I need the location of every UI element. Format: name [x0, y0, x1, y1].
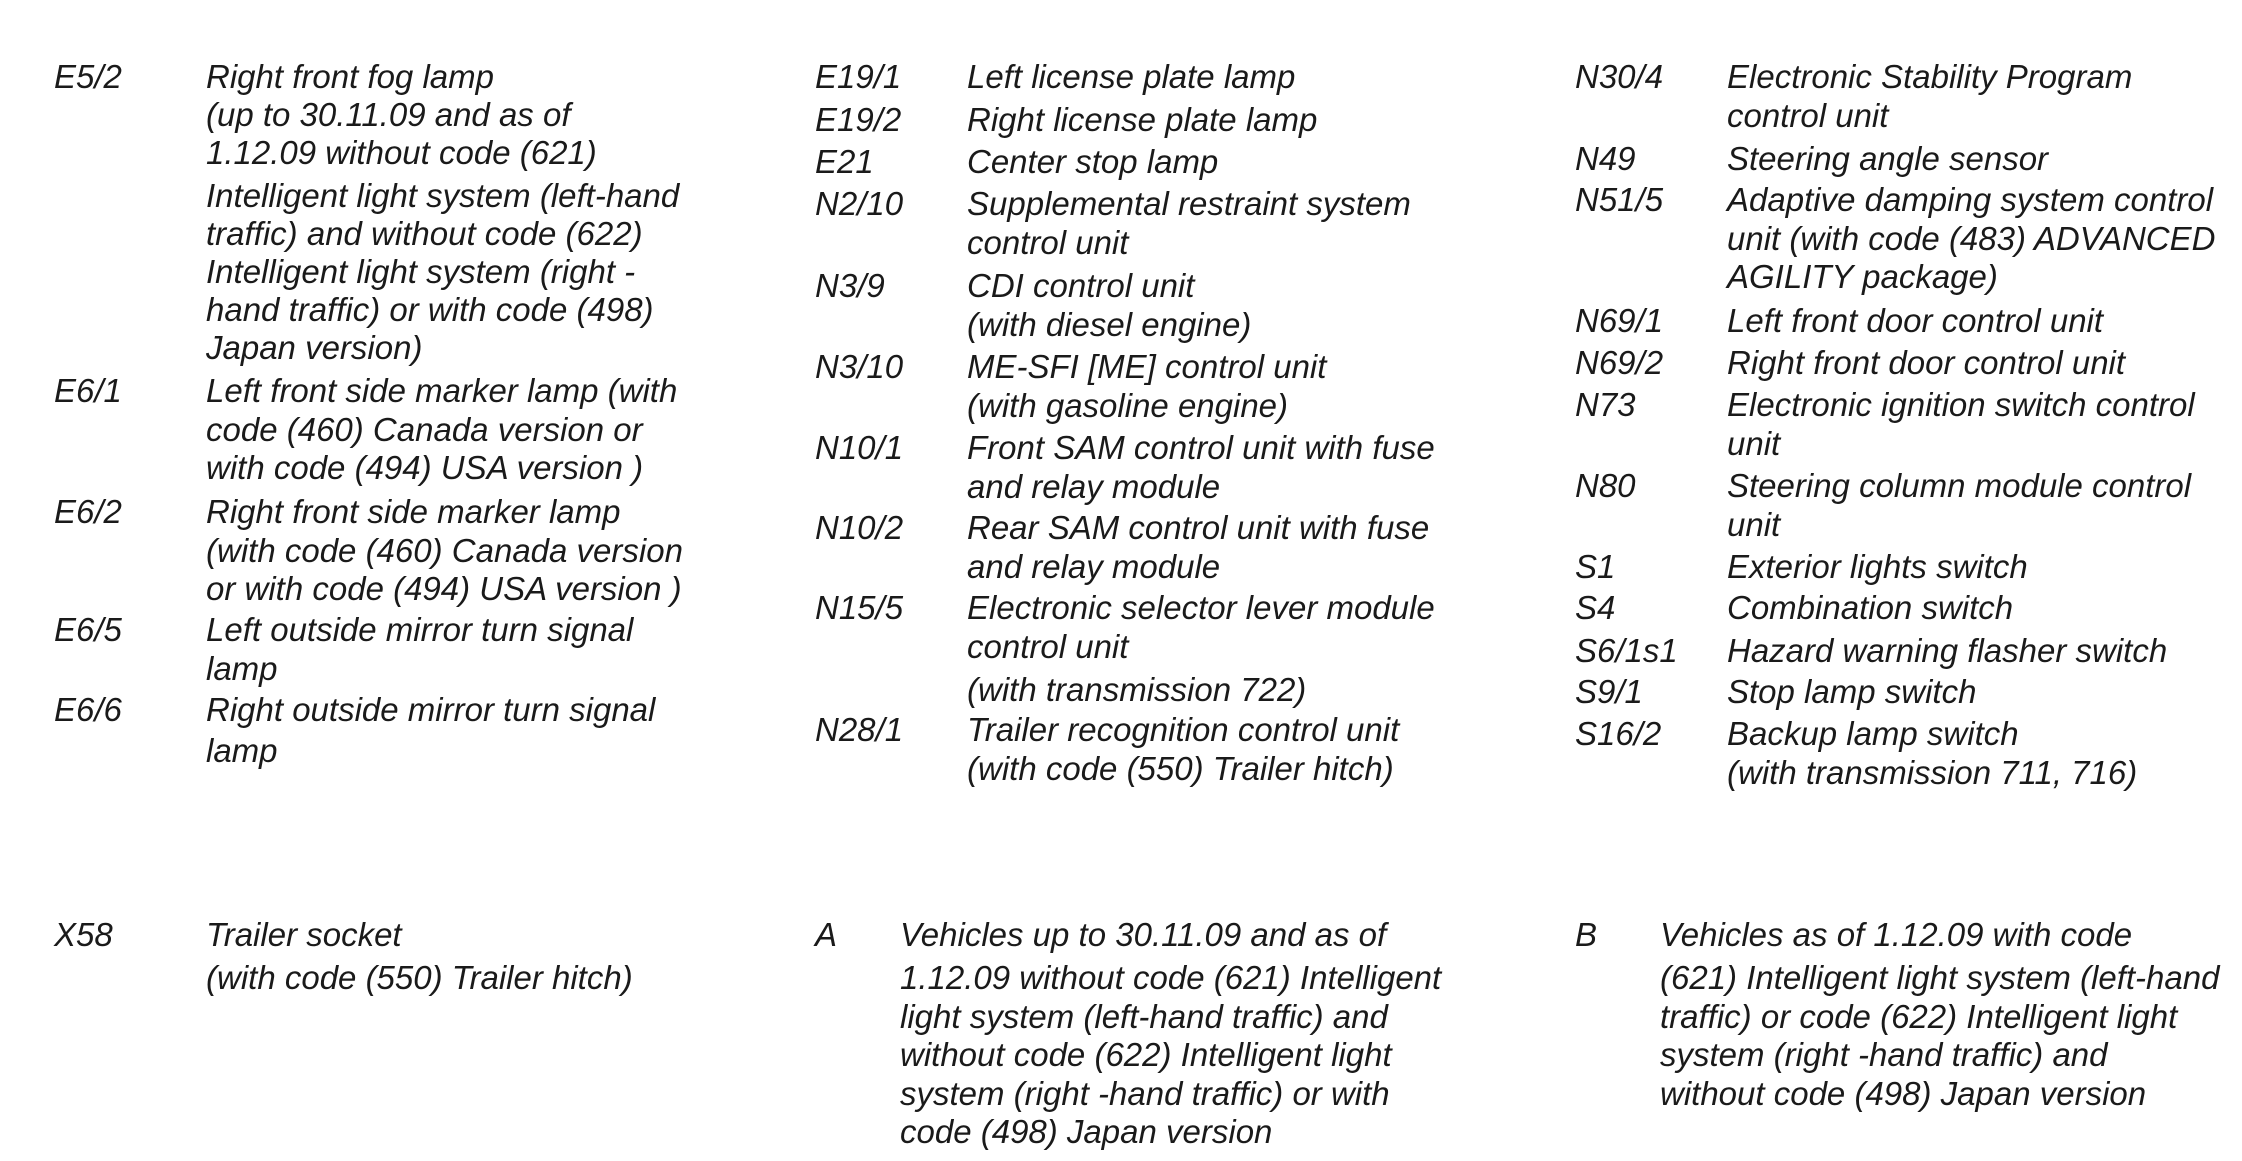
description-line: code (498) Japan version: [900, 1113, 1273, 1150]
entry-code: N30/4: [1575, 58, 1664, 95]
description-line: Combination switch: [1727, 589, 2014, 626]
description-line: Vehicles up to 30.11.09 and as of: [900, 916, 1387, 953]
description-line: with code (494) USA version ): [206, 449, 644, 486]
entry-description: [967, 185, 1411, 262]
note-letter: B: [1575, 916, 1598, 953]
entry-code: N69/1: [1575, 302, 1664, 339]
description-line: AGILITY package): [1727, 258, 1998, 295]
description-line: Steering angle sensor: [1727, 140, 2049, 177]
description-line: CDI control unit: [967, 267, 1195, 304]
description-line: (621) Intelligent light system (left-hand: [1660, 959, 2220, 996]
entry-description: [1727, 344, 2125, 383]
description-line: lamp: [206, 732, 278, 769]
entry-description: [206, 58, 679, 367]
entry-description: [206, 493, 683, 609]
description-line: control unit: [1727, 96, 1889, 134]
entry-description: [1727, 548, 2028, 587]
description-line: system (right -hand traffic) and: [1660, 1036, 2108, 1073]
description-line: 1.12.09 without code (621): [206, 134, 597, 171]
description-line: Right front fog lamp: [206, 58, 494, 95]
description-line: (with code (550) Trailer hitch): [206, 959, 633, 996]
entry-description: [206, 372, 677, 488]
description-line: (with gasoline engine): [967, 386, 1289, 424]
description-line: Supplemental restraint system: [967, 185, 1411, 222]
description-line: Center stop lamp: [967, 143, 1219, 180]
description-line: Stop lamp switch: [1727, 673, 1977, 710]
entry-code: E6/6: [54, 691, 122, 728]
entry-description: [1727, 386, 2195, 463]
entry-description: [967, 509, 1429, 586]
entry-code: N51/5: [1575, 181, 1664, 218]
description-line: Right license plate lamp: [967, 101, 1318, 138]
entry-code: E19/1: [815, 58, 902, 95]
description-line: code (460) Canada version or: [206, 410, 643, 448]
entry-code: X58: [54, 916, 113, 953]
entry-code: N3/9: [815, 267, 885, 304]
description-line: and relay module: [967, 547, 1221, 585]
entry-description: [206, 611, 633, 688]
entry-code: N49: [1575, 140, 1636, 177]
entry-description: [967, 589, 1435, 709]
entry-code: S9/1: [1575, 673, 1643, 710]
entry-code: N10/2: [815, 509, 904, 546]
description-line: and relay module: [967, 467, 1221, 505]
description-line: traffic) and without code (622): [206, 215, 643, 252]
description-line: or with code (494) USA version ): [206, 570, 682, 607]
description-line: 1.12.09 without code (621) Intelligent: [900, 959, 1442, 996]
description-line: (up to 30.11.09 and as of: [206, 96, 571, 133]
entry-code: S6/1s1: [1575, 632, 1678, 669]
description-line: control unit: [967, 223, 1129, 261]
entry-description: [967, 348, 1326, 425]
description-line: light system (left-hand traffic) and: [900, 997, 1388, 1035]
note-text: [1660, 916, 2219, 1113]
entry-code: N2/10: [815, 185, 904, 222]
entry-code: S4: [1575, 589, 1616, 626]
description-line: (with diesel engine): [967, 305, 1252, 343]
description-line: without code (622) Intelligent light: [900, 1036, 1392, 1073]
entry-code: N28/1: [815, 711, 904, 748]
description-line: Intelligent light system (left-hand: [206, 177, 680, 214]
description-line: lamp: [206, 649, 278, 687]
description-line: hand traffic) or with code (498): [206, 291, 654, 328]
description-line: Left license plate lamp: [967, 58, 1296, 95]
entry-description: [1727, 632, 2167, 671]
entry-description: [1727, 58, 2132, 135]
description-line: Vehicles as of 1.12.09 with code: [1660, 916, 2133, 953]
description-line: unit: [1727, 505, 1781, 543]
description-line: Japan version): [206, 329, 423, 366]
description-line: Hazard warning flasher switch: [1727, 632, 2168, 669]
entry-description: [1727, 181, 2215, 297]
entry-description: [1727, 140, 2048, 179]
description-line: Trailer recognition control unit: [967, 711, 1400, 748]
entry-code: N15/5: [815, 589, 904, 626]
description-line: Right front side marker lamp: [206, 493, 621, 530]
description-line: (with transmission 711, 716): [1727, 753, 2138, 791]
entry-description: [967, 143, 1218, 182]
entry-code: N3/10: [815, 348, 904, 385]
entry-description: [967, 429, 1435, 506]
description-line: Left front door control unit: [1727, 302, 2104, 339]
description-line: Left front side marker lamp (with: [206, 372, 678, 409]
entry-code: E6/1: [54, 372, 122, 409]
entry-code: N73: [1575, 386, 1636, 423]
entry-code: E6/2: [54, 493, 122, 530]
entry-description: [1727, 467, 2191, 544]
description-line: Steering column module control: [1727, 467, 2192, 504]
description-line: (with code (550) Trailer hitch): [967, 749, 1394, 787]
note-letter: A: [815, 916, 838, 953]
entry-description: [967, 101, 1317, 140]
entry-code: N80: [1575, 467, 1636, 504]
description-line: Electronic Stability Program: [1727, 58, 2133, 95]
entry-code: E5/2: [54, 58, 122, 95]
description-line: unit: [1727, 424, 1781, 462]
entry-code: E6/5: [54, 611, 122, 648]
description-line: (with transmission 722): [967, 670, 1307, 708]
description-line: Left outside mirror turn signal: [206, 611, 634, 648]
entry-description: [1727, 715, 2137, 792]
entry-code: S16/2: [1575, 715, 1662, 752]
entry-code: E19/2: [815, 101, 902, 138]
description-line: Adaptive damping system control: [1727, 181, 2214, 218]
description-line: Trailer socket: [206, 916, 402, 953]
description-line: (with code (460) Canada version: [206, 531, 683, 569]
entry-description: [1727, 589, 2013, 628]
description-line: Backup lamp switch: [1727, 715, 2019, 752]
entry-description: [1727, 673, 1976, 712]
description-line: unit (with code (483) ADVANCED: [1727, 219, 2216, 257]
entry-code: E21: [815, 143, 874, 180]
entry-code: N69/2: [1575, 344, 1664, 381]
entry-description: [1727, 302, 2103, 341]
description-line: Intelligent light system (right -: [206, 253, 636, 290]
description-line: ME-SFI [ME] control unit: [967, 348, 1327, 385]
description-line: traffic) or code (622) Intelligent light: [1660, 997, 2178, 1035]
entry-code: S1: [1575, 548, 1616, 585]
description-line: without code (498) Japan version: [1660, 1074, 2147, 1112]
description-line: control unit: [967, 627, 1129, 665]
entry-description: [967, 711, 1399, 788]
description-line: Rear SAM control unit with fuse: [967, 509, 1430, 546]
entry-description: [967, 267, 1251, 344]
description-line: Exterior lights switch: [1727, 548, 2028, 585]
entry-description: [206, 691, 655, 771]
note-text: [900, 916, 1441, 1152]
description-line: system (right -hand traffic) or with: [900, 1074, 1390, 1112]
description-line: Right front door control unit: [1727, 344, 2126, 381]
description-line: Electronic ignition switch control: [1727, 386, 2195, 423]
entry-description: [967, 58, 1295, 97]
description-line: Electronic selector lever module: [967, 589, 1435, 626]
description-line: Front SAM control unit with fuse: [967, 429, 1435, 466]
entry-code: N10/1: [815, 429, 904, 466]
entry-description: [206, 916, 633, 998]
description-line: Right outside mirror turn signal: [206, 691, 656, 728]
